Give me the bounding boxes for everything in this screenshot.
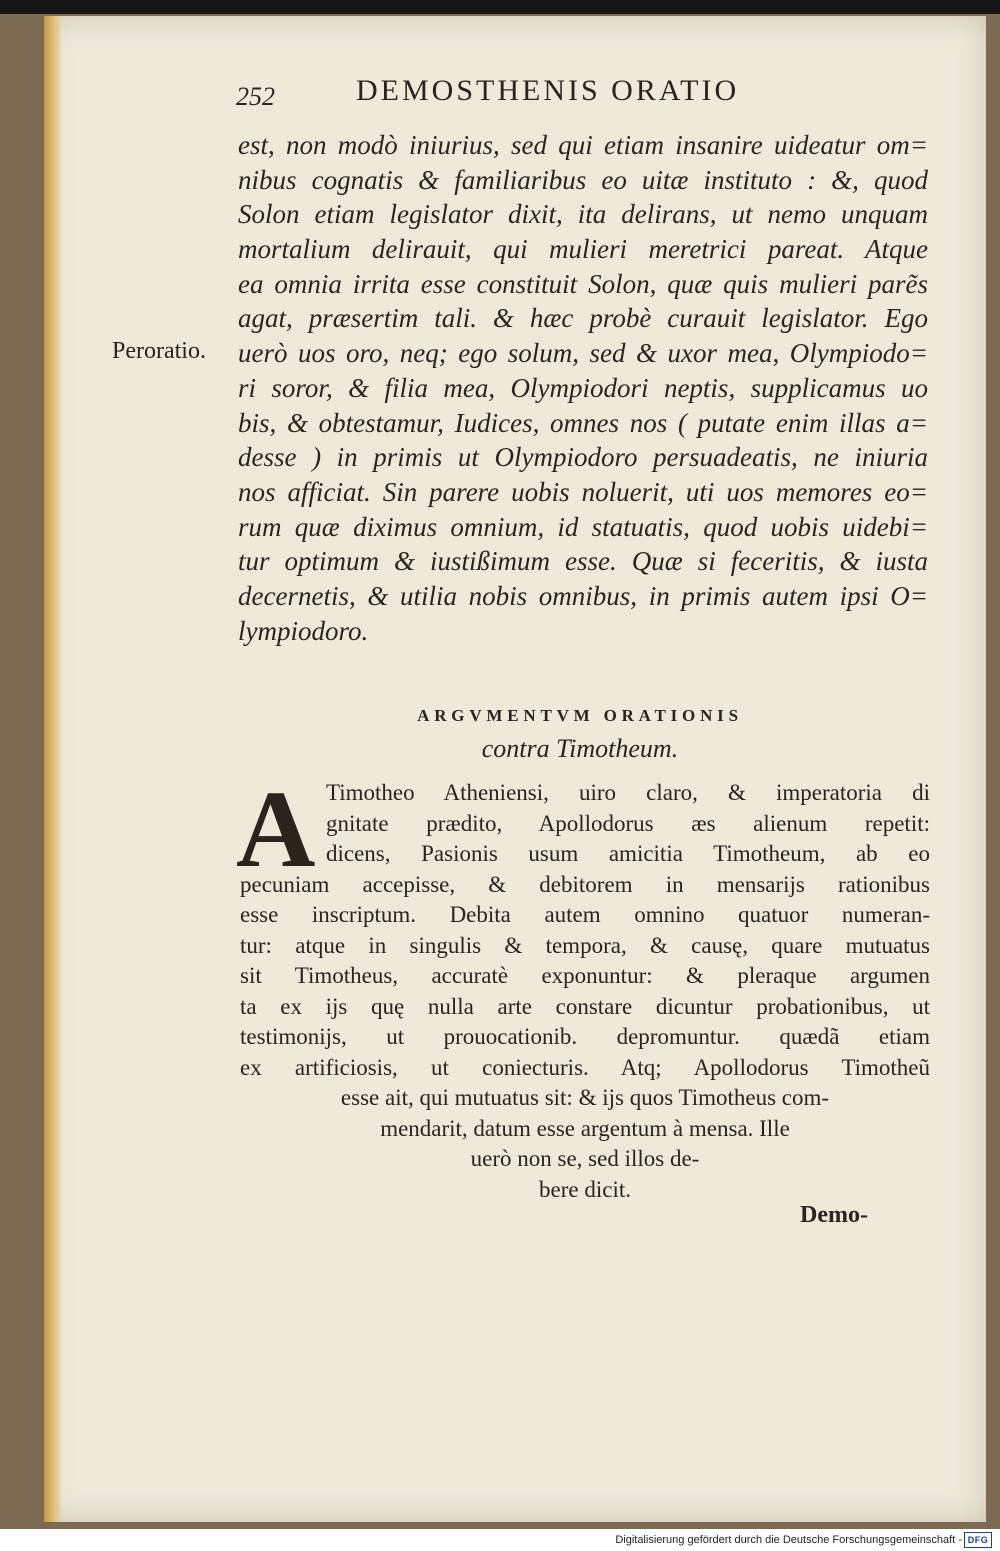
text-line: tur: atque in singulis & tempora, & causę, quare mutuatus bbox=[240, 932, 930, 958]
argument-subtitle: contra Timotheum. bbox=[481, 734, 679, 763]
text-line: Timotheo Atheniensi, uiro claro, & imperatoria di bbox=[326, 780, 930, 805]
text-line: ri soror, & filia mea, Olympiodori neptis, supplicamus uo bbox=[238, 372, 928, 403]
page-spine-edge bbox=[44, 16, 62, 1522]
scan-top-border bbox=[0, 0, 1000, 14]
text-line: decernetis, & utilia nobis omnibus, in primis autem ipsi O= bbox=[238, 580, 928, 611]
text-line: ta ex ijs quę nulla arte constare dicuntur probationibus, ut bbox=[240, 993, 930, 1019]
drop-cap: A bbox=[236, 768, 316, 890]
running-head-title: DEMOSTHENIS ORATIO bbox=[356, 74, 740, 107]
text-line: uerò uos oro, neq; ego solum, sed & uxor mea, Olympiodo= bbox=[238, 338, 928, 369]
page-number: 252 bbox=[236, 82, 275, 111]
text-line: nibus cognatis & familiaribus eo uitæ instituto : &, quod bbox=[238, 164, 928, 195]
text-line: Solon etiam legislator dixit, ita delirans, ut nemo unquam bbox=[238, 199, 928, 230]
text-line: est, non modò iniurius, sed qui etiam insanire uideatur om= bbox=[238, 130, 928, 160]
catchword: Demo- bbox=[800, 1202, 868, 1228]
text-line: gnitate prædito, Apollodorus æs alienum repetit: bbox=[326, 810, 930, 836]
text-line: rum quæ diximus omnium, id statuatis, quod uobis uidebi= bbox=[238, 511, 928, 542]
argument-title: ARGVMENTVM ORATIONIS bbox=[417, 706, 743, 725]
text-line: uerò non se, sed illos de- bbox=[470, 1146, 700, 1171]
argument-text bbox=[240, 778, 930, 1205]
text-line: ea omnia irrita esse constituit Solon, quæ quis mulieri parẽs bbox=[238, 268, 928, 299]
text-line: desse ) in primis ut Olympiodoro persuadeatis, ne iniuria bbox=[238, 442, 928, 473]
text-line: tur optimum & iustißimum esse. Quæ si feceritis, & iusta bbox=[238, 546, 928, 577]
text-line: agat, præsertim tali. & hæc probè curauit legislator. Ego bbox=[238, 303, 928, 334]
text-line: mendarit, datum esse argentum à mensa. Ille bbox=[380, 1115, 790, 1141]
oration-text bbox=[238, 128, 928, 648]
running-head bbox=[236, 74, 826, 114]
text-line: dicens, Pasionis usum amicitia Timotheum, ab eo bbox=[326, 841, 930, 866]
dfg-logo-icon: DFG bbox=[964, 1532, 992, 1548]
margin-note: Peroratio. bbox=[112, 338, 206, 364]
text-line: esse inscriptum. Debita autem omnino quatuor numeran- bbox=[240, 902, 930, 927]
text-line: testimonijs, ut prouocationib. depromuntur. quædã etiam bbox=[240, 1024, 930, 1049]
text-line: ex artificiosis, ut coniecturis. Atq; Apollodorus Timotheũ bbox=[240, 1054, 930, 1080]
text-line: bere dicit. bbox=[539, 1176, 631, 1202]
text-line: sit Timotheus, accuratè exponuntur: & pleraque argumen bbox=[240, 963, 930, 988]
text-line: bis, & obtestamur, Iudices, omnes nos ( putate enim illas a= bbox=[238, 407, 928, 438]
text-line: nos afficiat. Sin parere uobis noluerit, uti uos memores eo= bbox=[238, 476, 928, 507]
text-line: esse ait, qui mutuatus sit: & ijs quos Timotheus com- bbox=[340, 1085, 830, 1110]
text-line: mortalium delirauit, qui mulieri meretrici pareat. Atque bbox=[238, 234, 928, 265]
funding-credit: Digitalisierung gefördert durch die Deutsche Forschungsgemeinschaft - bbox=[615, 1534, 962, 1546]
text-line: pecuniam accepisse, & debitorem in mensarijs rationibus bbox=[240, 871, 930, 897]
text-line: lympiodoro. bbox=[238, 615, 369, 646]
